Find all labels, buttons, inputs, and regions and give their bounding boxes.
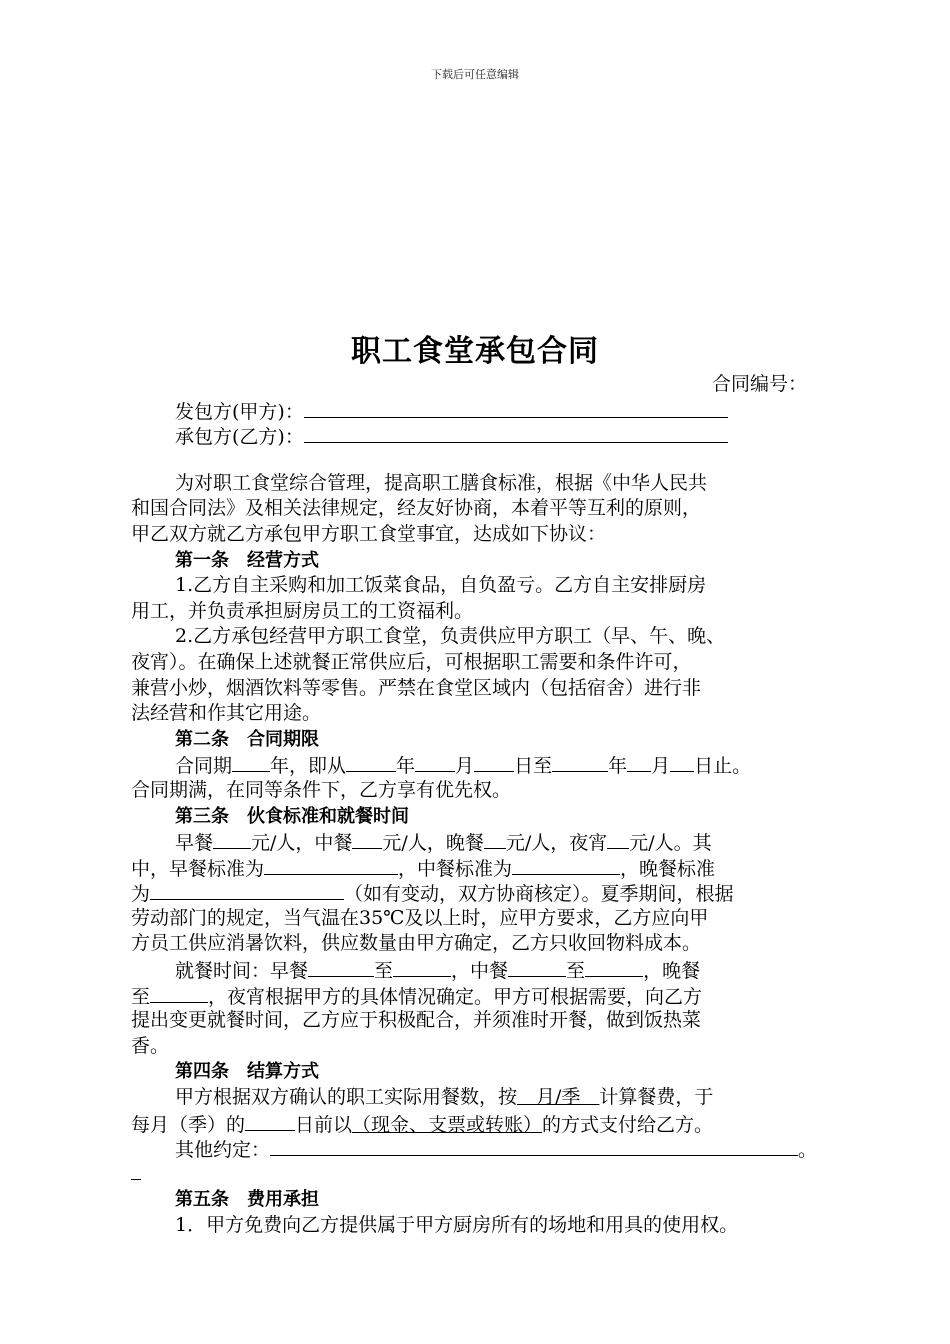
end-year-blank[interactable] xyxy=(552,752,608,772)
meal-text: 中，早餐标准为 xyxy=(131,857,265,880)
article-1-line: 法经营和作其它用途。 xyxy=(131,702,322,725)
term-text: 年 xyxy=(396,755,416,778)
breakfast-price-blank[interactable] xyxy=(213,829,251,849)
term-years-blank[interactable] xyxy=(232,752,270,772)
intro-line: 和国合同法》及相关法律规定，经友好协商，本着平等互利的原则， xyxy=(131,497,702,520)
meal-time-text: ，晚餐 xyxy=(643,960,701,983)
article-2-term-line xyxy=(131,752,831,778)
breakfast-standard-blank[interactable] xyxy=(264,855,398,875)
settlement-text: 甲方根据双方确认的职工实际用餐数，按 xyxy=(175,1086,518,1109)
start-year-blank[interactable] xyxy=(346,752,396,772)
party-b-blank[interactable] xyxy=(304,423,728,443)
meal-text: （如有变动，双方协商核定）。夏季期间，根据 xyxy=(344,883,734,906)
payment-method: （现金、支票或转账） xyxy=(352,1113,543,1136)
term-text: 合同期 xyxy=(175,755,233,778)
contract-number-label: 合同编号： xyxy=(711,373,807,395)
stray-underline xyxy=(131,1162,831,1188)
term-text: 年 xyxy=(608,755,628,778)
meal-text: 早餐 xyxy=(175,832,214,855)
article-1-line: 用工，并负责承担厨房员工的工资福利。 xyxy=(131,599,474,622)
start-day-blank[interactable] xyxy=(474,752,514,772)
term-text: 月 xyxy=(651,755,671,778)
article-3-line: 劳动部门的规定，当气温在35℃及以上时，应甲方要求，乙方应向甲 xyxy=(131,906,709,929)
lunch-price-blank[interactable] xyxy=(352,829,382,849)
article-3-line xyxy=(131,829,831,855)
end-month-blank[interactable] xyxy=(627,752,651,772)
meal-text: 元/人。其 xyxy=(629,832,712,855)
term-text: 年，即从 xyxy=(270,755,347,778)
intro-line: 为对职工食堂综合管理，提高职工膳食标准，根据《中华人民共 xyxy=(175,471,708,494)
term-text: 月 xyxy=(455,755,475,778)
lunch-start-blank[interactable] xyxy=(508,957,566,977)
other-agreement-label: 其他约定： xyxy=(175,1139,271,1162)
meal-time-text: 就餐时间：早餐 xyxy=(175,960,309,983)
breakfast-start-blank[interactable] xyxy=(308,957,374,977)
meal-text: 为 xyxy=(131,883,151,906)
late-night-price-blank[interactable] xyxy=(607,829,629,849)
article-3-line xyxy=(131,983,831,1009)
article-3-line xyxy=(131,855,831,881)
article-4-line xyxy=(131,1111,831,1137)
meal-text: 元/人，中餐 xyxy=(251,832,353,855)
other-agreement-blank[interactable] xyxy=(270,1136,798,1156)
article-3-line: 提出变更就餐时间，乙方应于积极配合，并须准时开餐，做到饭热菜 xyxy=(131,1009,702,1032)
lunch-standard-blank[interactable] xyxy=(512,855,620,875)
party-b-label: 承包方(乙方)： xyxy=(175,426,304,449)
article-3-line xyxy=(131,880,831,906)
dinner-standard-blank[interactable] xyxy=(150,880,344,900)
article-1-line: 1.乙方自主采购和加工饭菜食品，自负盈亏。乙方自主安排厨房 xyxy=(175,574,707,597)
article-2-line: 合同期满，在同等条件下，乙方享有优先权。 xyxy=(131,778,512,801)
other-agreement-line xyxy=(131,1136,831,1162)
end-day-blank[interactable] xyxy=(670,752,694,772)
article-3-heading: 第三条 伙食标准和就餐时间 xyxy=(175,805,409,827)
document-body xyxy=(131,372,831,1239)
article-1-line: 兼营小炒，烟酒饮料等零售。严禁在食堂区域内（包括宿舍）进行非 xyxy=(131,676,702,699)
header-note: 下载后可任意编辑 xyxy=(431,68,519,81)
meal-text: 元/人，夜宵 xyxy=(505,832,608,855)
article-3-line xyxy=(131,957,831,983)
settlement-text: 日前以 xyxy=(295,1113,353,1136)
intro-line: 甲乙双方就乙方承包甲方职工食堂事宜，达成如下协议： xyxy=(131,522,607,545)
article-3-line: 香。 xyxy=(131,1034,170,1057)
article-1-heading: 第一条 经营方式 xyxy=(175,549,319,571)
article-4-line xyxy=(131,1085,831,1111)
meal-time-text: ，夜宵根据甲方的具体情况确定。甲方可根据需要，向乙方 xyxy=(208,985,703,1008)
settlement-text: 的方式支付给乙方。 xyxy=(542,1113,714,1136)
meal-time-text: 至 xyxy=(374,960,394,983)
settlement-period: 月/季 xyxy=(517,1086,600,1109)
party-b-line xyxy=(131,423,831,449)
article-5-line: 1．甲方免费向乙方提供属于甲方厨房所有的场地和用具的使用权。 xyxy=(175,1214,739,1236)
meal-time-text: ，中餐 xyxy=(451,960,509,983)
term-text: 日止。 xyxy=(694,755,752,778)
party-a-blank[interactable] xyxy=(304,398,728,418)
document-title: 职工食堂承包合同 xyxy=(351,334,599,369)
article-3-line: 方员工供应消暑饮料，供应数量由甲方确定，乙方只收回物料成本。 xyxy=(131,932,702,955)
article-1-line: 夜宵）。在确保上述就餐正常供应后，可根据职工需要和条件许可， xyxy=(131,650,692,673)
article-2-heading: 第二条 合同期限 xyxy=(175,728,319,750)
meal-time-text: 至 xyxy=(566,960,586,983)
settlement-text: 每月（季）的 xyxy=(131,1113,246,1136)
lunch-end-blank[interactable] xyxy=(585,957,643,977)
meal-text: 元/人，晚餐 xyxy=(382,832,484,855)
article-1-line: 2.乙方承包经营甲方职工食堂，负责供应甲方职工（早、午、晚、 xyxy=(175,625,726,648)
dinner-price-blank[interactable] xyxy=(484,829,506,849)
party-a-label: 发包方(甲方)： xyxy=(175,400,304,423)
other-agreement-end: 。 xyxy=(798,1139,818,1162)
settlement-day-blank[interactable] xyxy=(245,1111,295,1131)
article-4-heading: 第四条 结算方式 xyxy=(175,1061,319,1083)
meal-time-text: 至 xyxy=(131,985,151,1008)
breakfast-end-blank[interactable] xyxy=(393,957,451,977)
meal-text: ，中餐标准为 xyxy=(398,857,513,880)
term-text: 日至 xyxy=(514,755,553,778)
settlement-text: 计算餐费，于 xyxy=(599,1086,714,1109)
start-month-blank[interactable] xyxy=(415,752,455,772)
dinner-time-blank[interactable] xyxy=(150,983,208,1003)
party-a-line xyxy=(131,398,831,424)
article-5-heading: 第五条 费用承担 xyxy=(175,1189,319,1211)
meal-text: ，晚餐标准 xyxy=(620,857,716,880)
